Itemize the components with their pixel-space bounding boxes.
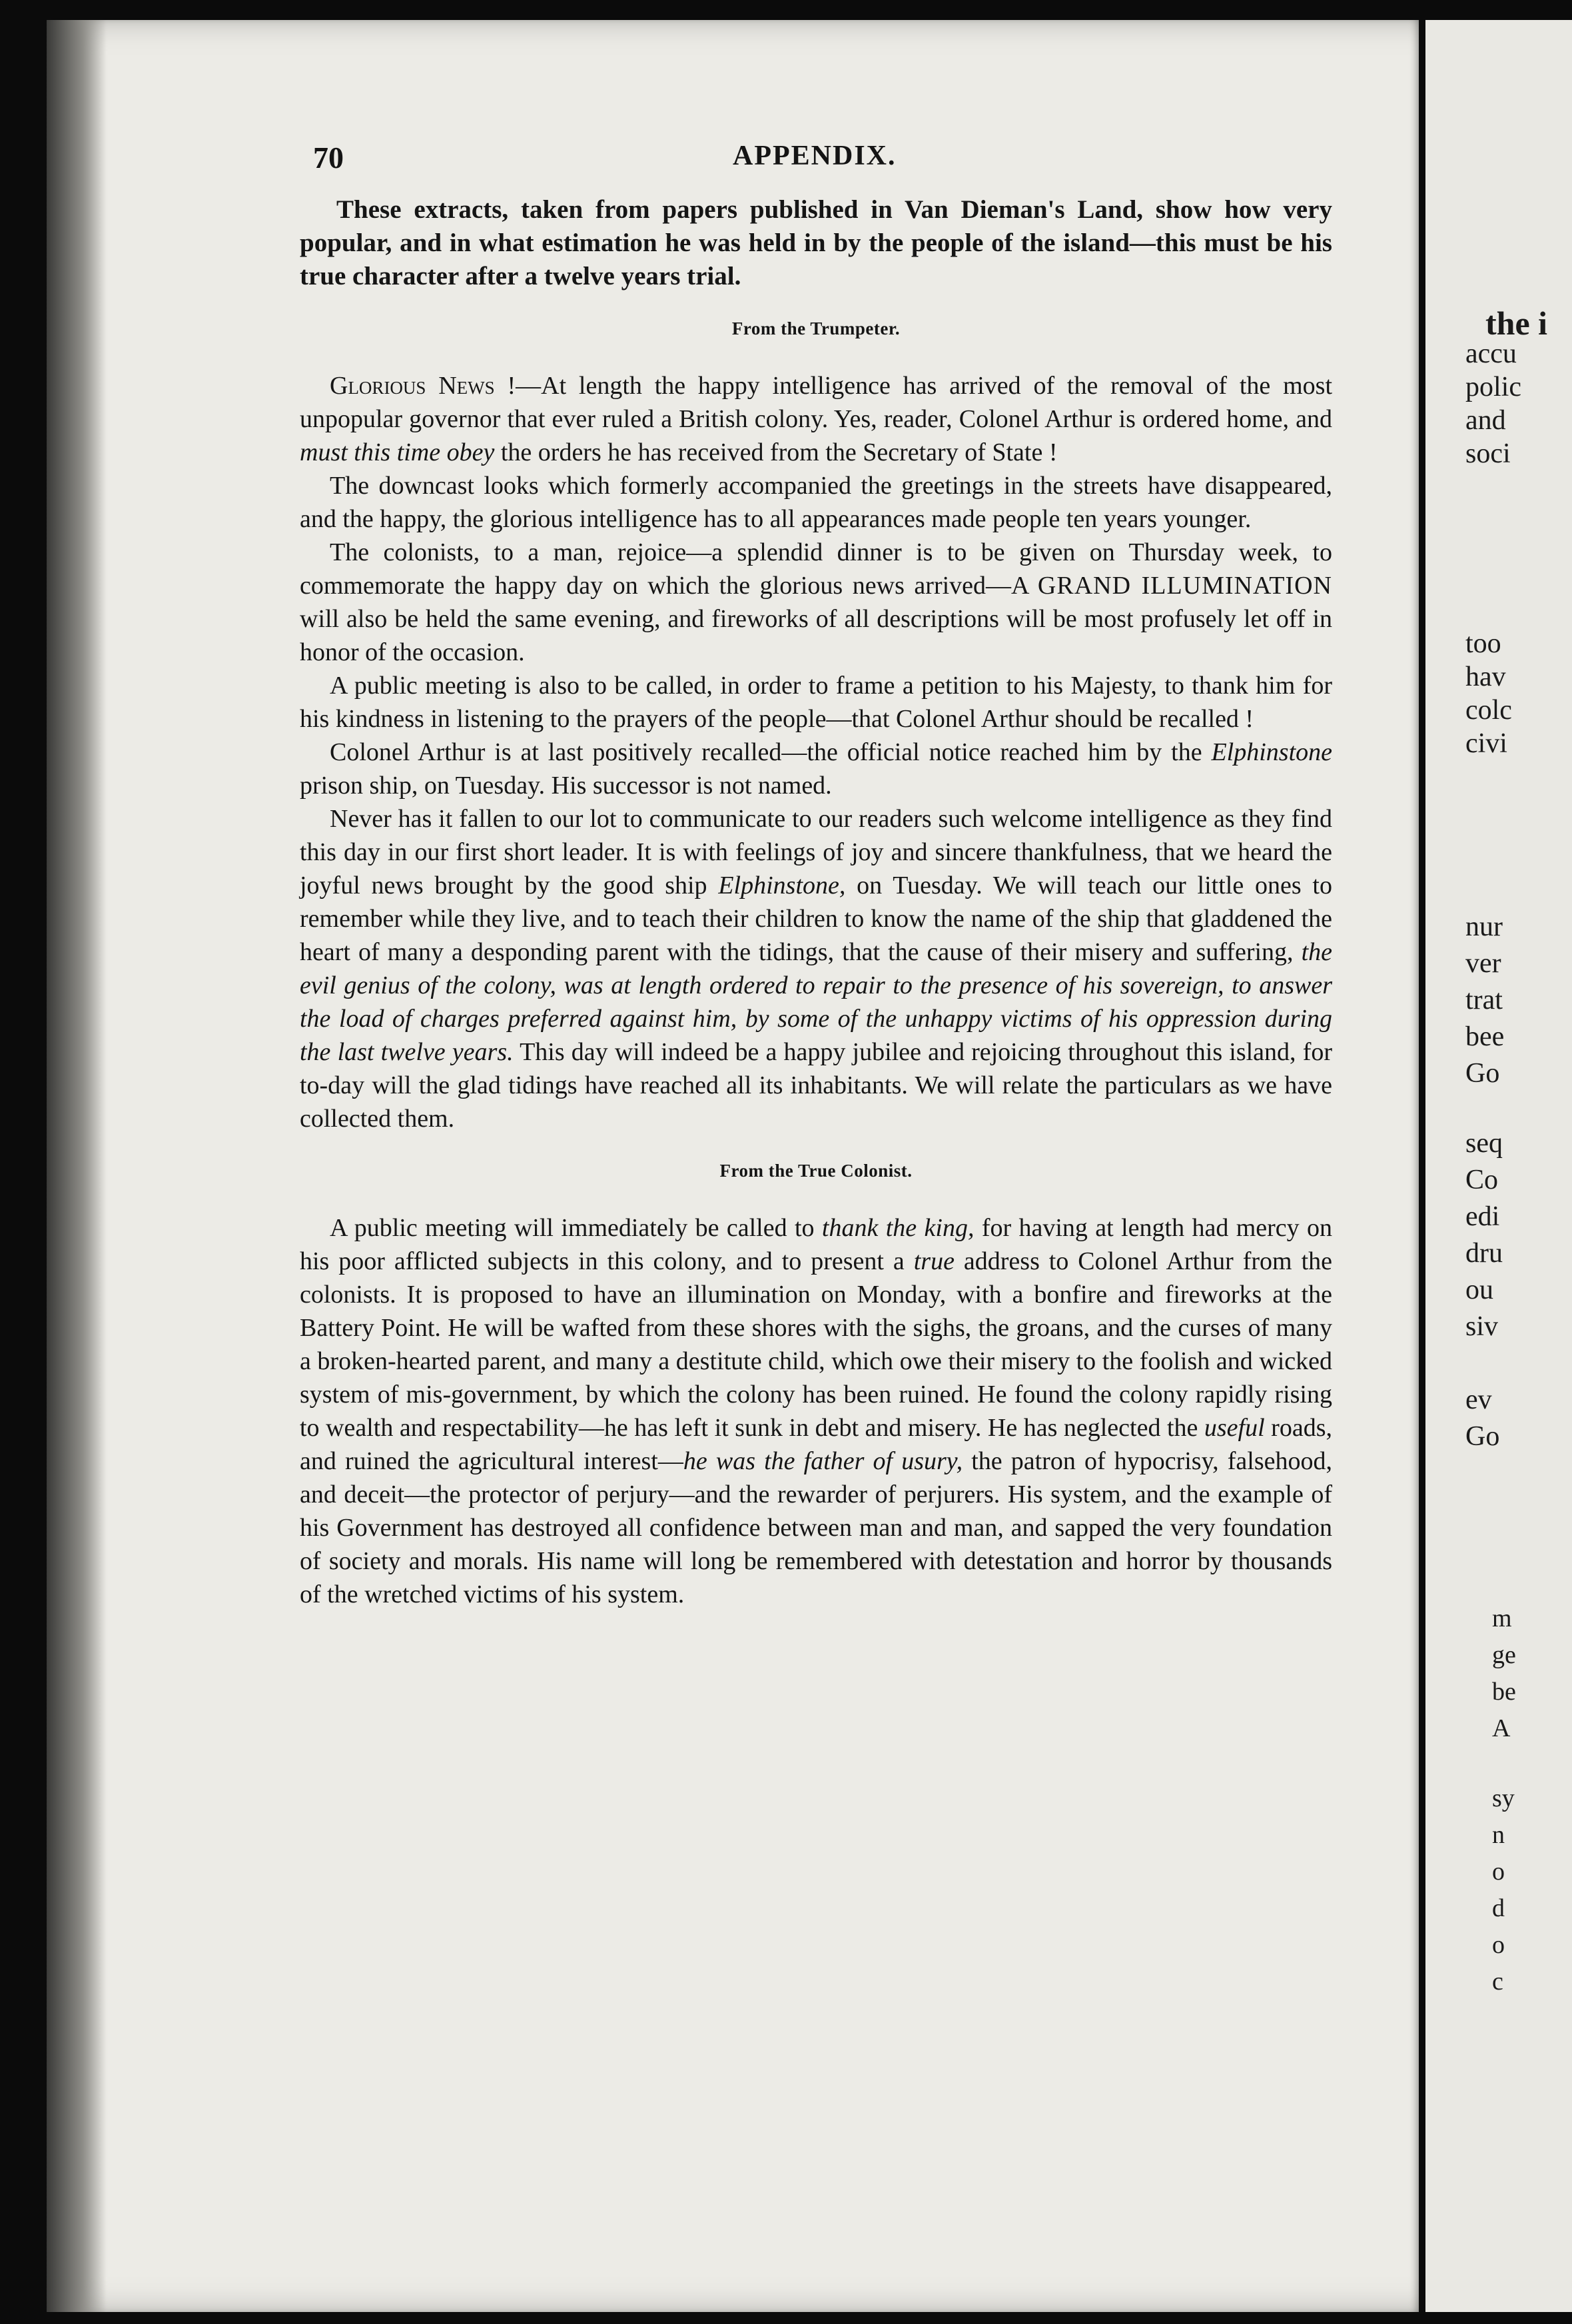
adjacent-fragment: civi [1465, 728, 1507, 759]
adjacent-fragment: m [1492, 1604, 1512, 1632]
adjacent-fragment: Go [1465, 1058, 1500, 1089]
italic-run: the evil genius of the colony, was at length ordered to repair to the presence of his sovereign, to answer the load of charges preferred against him, by some of the unhappy victims of his oppression during the last twelve years. [300, 938, 1332, 1066]
adjacent-fragment: ev [1465, 1385, 1492, 1415]
adjacent-fragment: bee [1465, 1021, 1505, 1052]
adjacent-fragment: c [1492, 1968, 1503, 1996]
text-run: the patron of hypocrisy, falsehood, and deceit—the protector of perjury—and the rewarder of perjurers. His system, and the example of his Government has destroyed all confidence between man and man, and sapped the very foundation of society and morals. His name will long be remembered with detestation and horror by thousands of the wretched victims of his system. [300, 1447, 1332, 1608]
adjacent-fragment: colc [1465, 695, 1512, 726]
adjacent-fragment: Co [1465, 1165, 1499, 1195]
adjacent-fragment: be [1492, 1678, 1516, 1706]
paragraph-glorious-news [300, 369, 1332, 469]
paragraph-never-has-it [300, 802, 1332, 1135]
text-run: the orders he has received from the Secretary of State ! [494, 438, 1058, 466]
adjacent-fragment: seq [1465, 1128, 1503, 1159]
adjacent-fragment: A [1492, 1714, 1511, 1742]
adjacent-fragment: sy [1492, 1784, 1515, 1812]
text-run: will also be held the same evening, and fireworks of all descriptions will be most profusely let off in honor of the occasion. [300, 605, 1332, 666]
adjacent-fragment: too [1465, 628, 1501, 659]
italic-run: Elphinstone, [718, 872, 846, 899]
text-run: The colonists, to a man, rejoice—a splendid dinner is to be given on Thursday week, to commemorate the happy day on which the glorious news arrived—A [300, 538, 1332, 600]
adjacent-fragment: nur [1465, 911, 1503, 942]
paragraph-recalled [300, 736, 1332, 802]
italic-run: useful [1204, 1414, 1265, 1442]
page-number: 70 [313, 141, 344, 175]
text-run: on Tuesday. We will teach our little ones to remember while they live, and to teach their children to know the name of the ship that gladdened the heart of many a desponding parent with the tidings, that the cause of their misery and suffering, [300, 872, 1332, 966]
adjacent-fragment: dru [1465, 1238, 1503, 1269]
adjacent-fragment: accu [1465, 338, 1517, 369]
adjacent-fragment: and [1465, 405, 1506, 436]
adjacent-fragment: ge [1492, 1641, 1516, 1669]
adjacent-fragment: Go [1465, 1421, 1500, 1452]
text-run: roads, and ruined the agricultural interest— [300, 1414, 1332, 1475]
paragraph-colonists-rejoice [300, 536, 1332, 669]
text-run: address to Colonel Arthur from the colonists. It is proposed to have an illumination on Monday, with a bonfire and fireworks at the Battery Point. He will be wafted from these shores with the sighs, the groans, and the curses of many a broken-hearted parent, and many a destitute child, which owe their misery to the foolish and wicked system of mis-government, by which the colony has been ruined. He found the colony rapidly rising to wealth and respectability—he has left it sunk in debt and misery. He has neglected the [300, 1247, 1332, 1442]
adjacent-fragment: edi [1465, 1201, 1500, 1232]
page-body [300, 193, 1332, 1611]
italic-run: thank the king, [821, 1214, 975, 1242]
adjacent-fragment: ou [1465, 1275, 1493, 1305]
italic-run: true [913, 1247, 955, 1275]
adjacent-fragment: the i [1485, 304, 1548, 342]
adjacent-fragment: ver [1465, 948, 1501, 979]
text-run: for having at length had mercy on his poor afflicted subjects in this colony, and to present a [300, 1214, 1333, 1275]
gutter-shadow [47, 20, 107, 2312]
italic-run: he was the father of usury, [683, 1447, 963, 1475]
paragraph-public-meeting: A public meeting is also to be called, in order to frame a petition to his Majesty, to thank him for his kindness in listening to the prayers of the people—that Colonel Arthur should be recalled ! [300, 672, 1332, 733]
adjacent-fragment: trat [1465, 985, 1503, 1015]
adjacent-fragment: n [1492, 1821, 1505, 1849]
page-header [313, 140, 1352, 180]
intro-paragraph: These extracts, taken from papers published in Van Dieman's Land, show how very popular, and in what estimation he was held in by the people of the island—this must be his true character after a twelve years trial. [300, 195, 1332, 290]
text-run: Never has it fallen to our lot to communicate to our readers such welcome intelligence as they find this day in our first short leader. It is with feelings of joy and sincere thankfulness, that we heard the joyful news brought by the good ship [300, 805, 1332, 899]
text-run: !—At length the happy intelligence has arrived of the removal of the most unpopular governor that ever ruled a British colony. Yes, reader, Colonel Arthur is ordered home, and [300, 372, 1332, 433]
text-run: prison ship, on Tuesday. His successor is not named. [300, 772, 832, 800]
adjacent-fragment: soci [1465, 438, 1511, 469]
adjacent-fragment: o [1492, 1858, 1505, 1886]
adjacent-page [1425, 20, 1572, 2312]
paragraph-lead: Glorious News [330, 372, 495, 400]
text-run: A public meeting will immediately be called to [330, 1214, 822, 1242]
text-run: Colonel Arthur is at last positively recalled—the official notice reached him by the [330, 738, 1212, 766]
adjacent-fragment: hav [1465, 662, 1506, 692]
italic-run: must this time obey [300, 438, 495, 466]
source-heading-trumpeter: From the Trumpeter. [731, 318, 901, 338]
adjacent-fragment: polic [1465, 372, 1521, 402]
adjacent-fragment: d [1492, 1894, 1505, 1922]
italic-run: Elphinstone [1211, 738, 1332, 766]
paragraph-true-colonist [300, 1211, 1332, 1611]
paragraph-downcast-looks: The downcast looks which formerly accompanied the greetings in the streets have disappeared, and the happy, the glorious intelligence has to all appearances made people ten years younger. [300, 472, 1332, 533]
adjacent-fragment: siv [1465, 1311, 1499, 1342]
text-run: This day will indeed be a happy jubilee and rejoicing throughout this island, for to-day will the glad tidings have reached all its inhabitants. We will relate the particulars as we have collected them. [300, 1038, 1332, 1133]
adjacent-fragment: o [1492, 1931, 1505, 1959]
source-heading-true-colonist: From the True Colonist. [719, 1161, 913, 1181]
caps-run: GRAND ILLUMINATION [1037, 572, 1332, 600]
running-head: APPENDIX. [733, 141, 897, 171]
